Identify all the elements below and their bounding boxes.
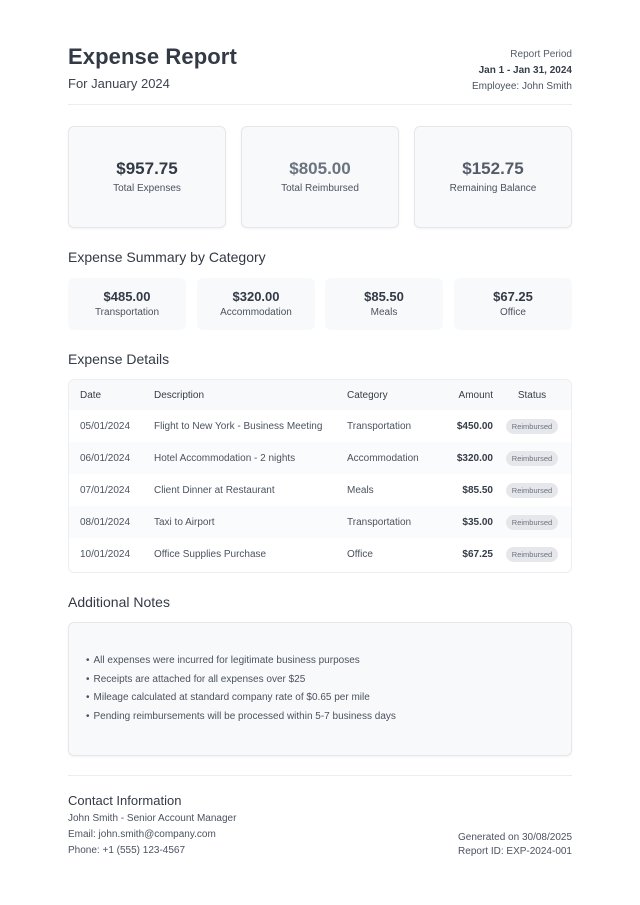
remaining-balance-label: Remaining Balance	[449, 183, 537, 194]
footer-divider	[68, 775, 572, 776]
bullet-icon: •	[86, 692, 90, 703]
totals-cards	[68, 126, 572, 228]
row-amount: $35.00	[427, 506, 493, 538]
column-header-description: Description	[154, 380, 347, 410]
note-text: Pending reimbursements will be processed within 5-7 business days	[93, 710, 396, 722]
contact-phone[interactable]: Phone: +1 (555) 123-4567	[68, 845, 186, 856]
report-footer-info	[458, 831, 572, 859]
category-amount: $320.00	[232, 289, 280, 304]
row-category: Transportation	[347, 506, 427, 538]
total-expenses-label: Total Expenses	[113, 183, 181, 194]
table-row	[69, 410, 571, 442]
category-summary	[68, 278, 572, 330]
row-status-cell	[493, 474, 571, 506]
expense-details-table	[68, 379, 572, 573]
row-status-cell	[493, 442, 571, 474]
bullet-icon: •	[86, 655, 90, 666]
column-header-category: Category	[347, 380, 427, 410]
column-header-date: Date	[69, 380, 154, 410]
total-reimbursed-amount: $805.00	[289, 159, 351, 178]
bullet-icon: •	[86, 710, 90, 722]
status-badge: Reimbursed	[506, 419, 558, 434]
row-description: Flight to New York - Business Meeting	[154, 420, 323, 432]
row-status-cell	[493, 538, 571, 570]
report-period-label: Report Period	[510, 49, 572, 60]
category-card-office	[454, 278, 572, 330]
status-badge: Reimbursed	[506, 547, 558, 562]
remaining-balance-amount: $152.75	[462, 159, 524, 178]
row-status-cell	[493, 410, 571, 442]
list-item	[86, 691, 396, 710]
row-amount: $450.00	[456, 420, 493, 432]
notes-section-title: Additional Notes	[68, 594, 170, 610]
row-category: Office	[347, 548, 373, 560]
status-badge: Reimbursed	[506, 451, 558, 466]
summary-section-title: Expense Summary by Category	[68, 249, 266, 265]
generated-date: Generated on 30/08/2025	[458, 832, 572, 843]
table-row	[69, 538, 571, 570]
page-subtitle: For January 2024	[68, 76, 170, 91]
notes-list	[86, 654, 396, 728]
column-header-status: Status	[493, 380, 571, 410]
row-amount: $320.00	[427, 442, 493, 474]
row-date: 06/01/2024	[69, 442, 154, 474]
contact-email[interactable]: Email: john.smith@company.com	[68, 829, 216, 840]
contact-name-role: John Smith - Senior Account Manager	[68, 813, 237, 824]
status-badge: Reimbursed	[506, 483, 558, 498]
category-amount: $485.00	[103, 289, 151, 304]
page-title: Expense Report	[68, 44, 237, 69]
details-section-title: Expense Details	[68, 351, 170, 367]
row-date: 07/01/2024	[80, 484, 131, 496]
row-date: 10/01/2024	[80, 548, 131, 560]
row-amount: $85.50	[462, 484, 493, 496]
category-amount: $85.50	[364, 289, 404, 304]
category-card-accommodation	[197, 278, 315, 330]
total-expenses-amount: $957.75	[116, 159, 178, 178]
list-item	[86, 654, 396, 673]
category-label: Accommodation	[220, 307, 292, 318]
row-description: Office Supplies Purchase	[154, 548, 267, 560]
category-label: Office	[500, 307, 526, 318]
category-label: Transportation	[94, 307, 160, 318]
row-date: 08/01/2024	[69, 506, 154, 538]
row-date: 05/01/2024	[80, 420, 131, 432]
contact-section	[68, 793, 572, 863]
employee-name: Employee: John Smith	[471, 81, 572, 92]
row-category: Meals	[347, 484, 374, 496]
notes-box	[68, 622, 572, 756]
total-reimbursed-card	[241, 126, 399, 228]
total-reimbursed-label: Total Reimbursed	[281, 183, 359, 194]
list-item	[86, 673, 396, 692]
report-meta	[472, 47, 572, 95]
note-text: Receipts are attached for all expenses over $25	[93, 673, 306, 685]
note-text: All expenses were incurred for legitimate business purposes	[93, 655, 360, 666]
column-header-amount: Amount	[427, 380, 493, 410]
remaining-balance-card	[414, 126, 572, 228]
row-amount: $67.25	[462, 548, 493, 560]
table-header-row	[69, 380, 571, 410]
total-expenses-card	[68, 126, 226, 228]
contact-title: Contact Information	[68, 793, 182, 808]
table-row	[69, 506, 571, 538]
status-badge: Reimbursed	[506, 515, 558, 530]
report-id: Report ID: EXP-2024-001	[458, 846, 572, 857]
category-card-transportation	[68, 278, 186, 330]
row-description: Client Dinner at Restaurant	[154, 484, 275, 496]
note-text: Mileage calculated at standard company rate of $0.65 per mile	[93, 692, 370, 703]
list-item	[86, 710, 396, 729]
category-label: Meals	[370, 307, 398, 318]
row-category: Accommodation	[347, 442, 427, 474]
row-status-cell	[493, 506, 571, 538]
row-description: Hotel Accommodation - 2 nights	[154, 442, 347, 474]
row-description: Taxi to Airport	[154, 506, 347, 538]
report-header	[68, 44, 572, 104]
row-category: Transportation	[347, 420, 412, 432]
report-period-range: Jan 1 - Jan 31, 2024	[478, 65, 572, 76]
table-row	[69, 442, 571, 474]
header-divider	[68, 104, 572, 105]
bullet-icon: •	[86, 673, 90, 685]
category-card-meals	[325, 278, 443, 330]
category-amount: $67.25	[493, 289, 533, 304]
table-row	[69, 474, 571, 506]
